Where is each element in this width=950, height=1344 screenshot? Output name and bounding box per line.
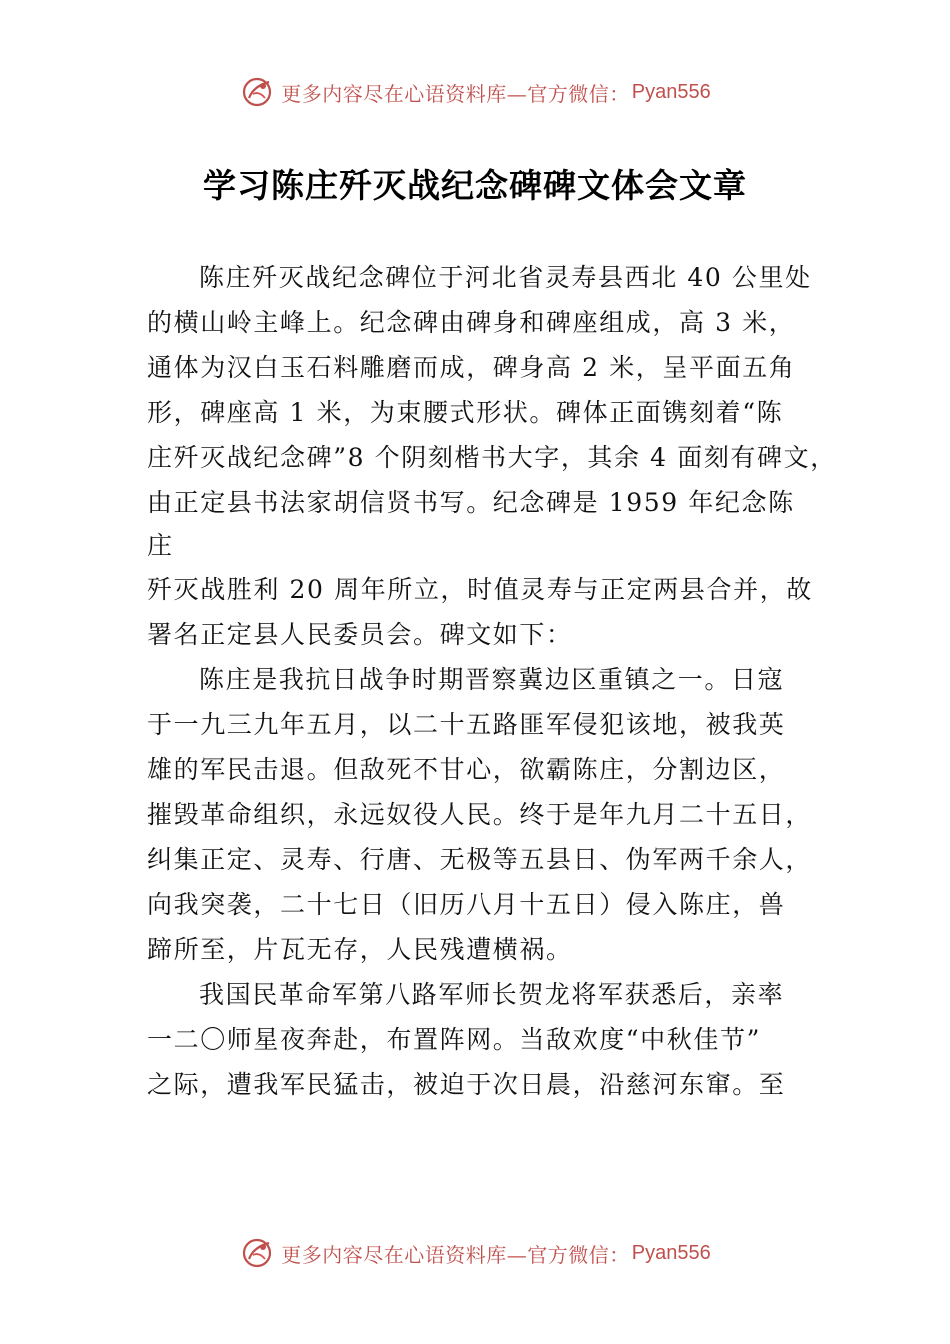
body-line: 向我突袭，二十七日（旧历八月十五日）侵入陈庄，兽 bbox=[147, 890, 786, 919]
body-line: 陈庄歼灭战纪念碑位于河北省灵寿县西北 40 公里处 bbox=[199, 263, 812, 292]
footer-banner-wechat-id: Pyan556 bbox=[631, 1241, 711, 1264]
body-line: 形，碑座高 1 米，为束腰式形状。碑体正面镌刻着“陈 bbox=[147, 398, 784, 427]
body-line: 通体为汉白玉石料雕磨而成，碑身高 2 米，呈平面五角 bbox=[147, 353, 796, 382]
body-line: 蹄所至，片瓦无存，人民残遭横祸。 bbox=[147, 935, 573, 964]
header-watermark-banner bbox=[0, 70, 950, 114]
body-line: 由正定县书法家胡信贤书写。纪念碑是 1959 年纪念陈 bbox=[147, 488, 795, 517]
flower-logo-icon bbox=[239, 74, 275, 110]
body-line: 纠集正定、灵寿、行唐、无极等五县日、伪军两千余人， bbox=[147, 845, 813, 874]
document-title: 学习陈庄歼灭战纪念碑碑文体会文章 bbox=[203, 166, 747, 205]
document-body bbox=[147, 255, 837, 1107]
body-line: 署名正定县人民委员会。碑文如下： bbox=[147, 620, 573, 649]
body-line: 的横山岭主峰上。纪念碑由碑身和碑座组成，高 3 米， bbox=[147, 308, 796, 337]
body-line: 庄 bbox=[147, 531, 174, 560]
body-line: 歼灭战胜利 20 周年所立，时值灵寿与正定两县合并，故 bbox=[147, 575, 813, 604]
body-line: 于一九三九年五月，以二十五路匪军侵犯该地，被我英 bbox=[147, 710, 786, 739]
body-line: 雄的军民击退。但敌死不甘心，欲霸陈庄，分割边区， bbox=[147, 755, 786, 784]
flower-logo-icon bbox=[239, 1235, 275, 1271]
footer-watermark-banner bbox=[0, 1231, 950, 1275]
body-line: 我国民革命军第八路军师长贺龙将军获悉后，亲率 bbox=[199, 980, 785, 1009]
body-line: 之际，遭我军民猛击，被迫于次日晨，沿慈河东窜。至 bbox=[147, 1070, 786, 1099]
footer-banner-text: 更多内容尽在心语资料库—官方微信： bbox=[281, 1242, 630, 1267]
header-banner-text: 更多内容尽在心语资料库—官方微信： bbox=[281, 81, 630, 106]
body-line: 一二〇师星夜奔赴，布置阵网。当敌欢度“中秋佳节” bbox=[147, 1025, 761, 1054]
body-line: 陈庄是我抗日战争时期晋察冀边区重镇之一。日寇 bbox=[199, 665, 785, 694]
body-line: 摧毁革命组织，永远奴役人民。终于是年九月二十五日， bbox=[147, 800, 813, 829]
body-line: 庄歼灭战纪念碑”8 个阴刻楷书大字，其余 4 面刻有碑文， bbox=[147, 443, 837, 472]
header-banner-wechat-id: Pyan556 bbox=[631, 80, 711, 103]
